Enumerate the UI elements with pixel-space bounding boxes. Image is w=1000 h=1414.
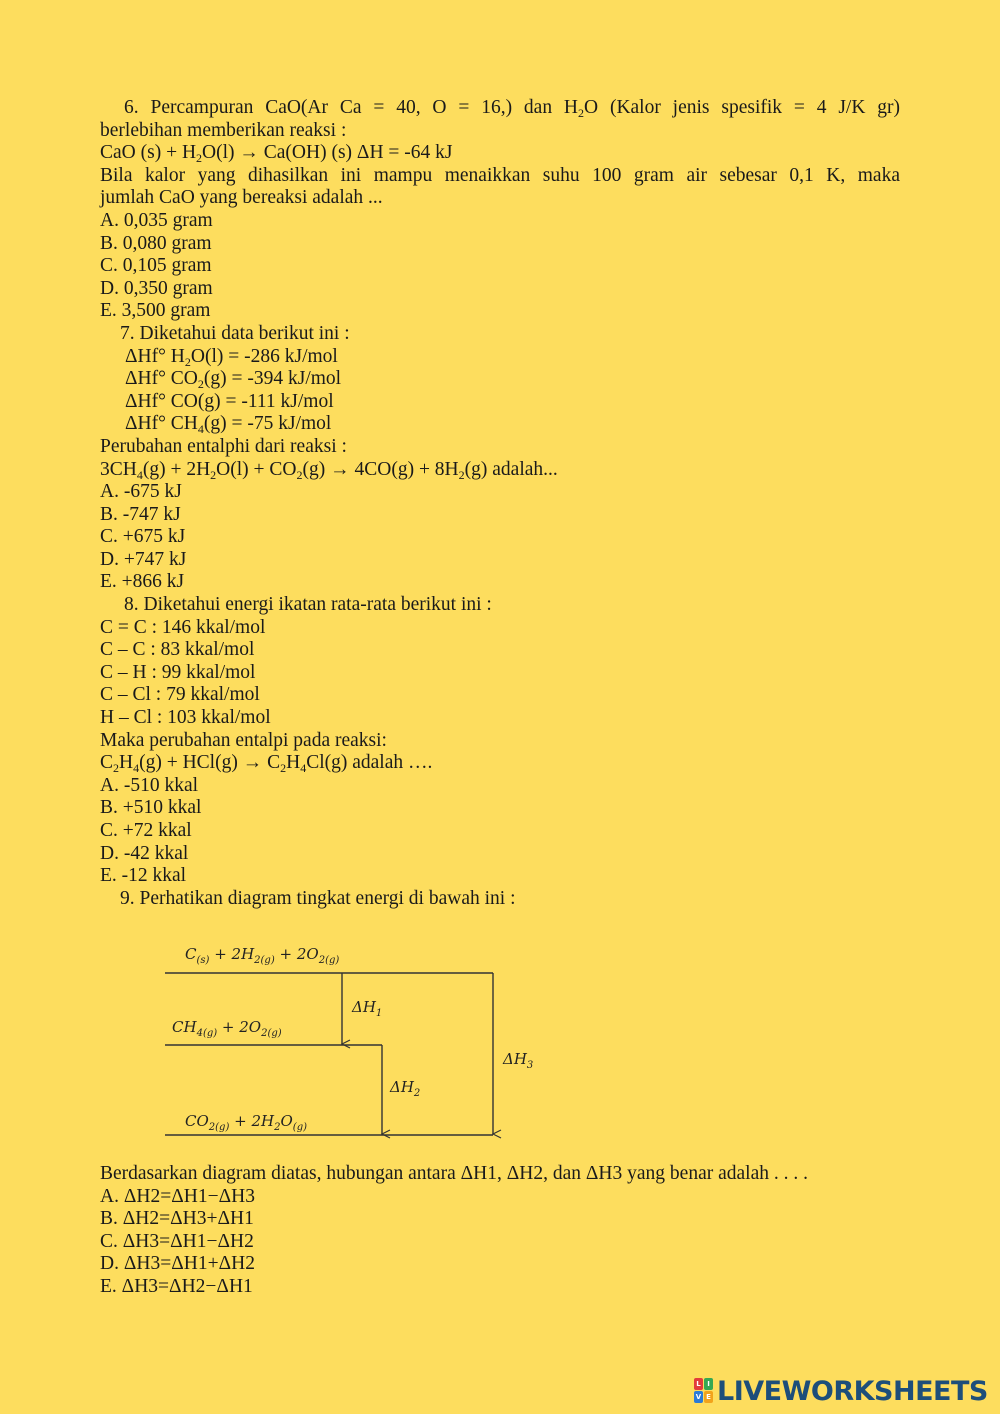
dh3-label: $\Delta H_3$ [503, 1050, 534, 1071]
q7-data-ch4: ΔHf° $CH_4(g) = -75$ kJ/mol [125, 413, 332, 437]
q9-option-b[interactable]: B. ΔH2=ΔH3+ΔH1 [100, 1208, 254, 1230]
q8-option-a[interactable]: A. -510 kkal [100, 774, 199, 796]
q6-line1: 6. Percampuran CaO(Ar Ca = 40, O = 16,) dan $H_2O$ (Kalor jenis spesifik = 4 J/K gr) [124, 97, 900, 120]
q6-option-e[interactable]: E. 3,500 gram [100, 300, 211, 322]
q8-bond-c-double-c: C = C : 146 kkal/mol [100, 616, 266, 638]
energy-level-diagram [160, 935, 550, 1150]
q9-option-c[interactable]: C. ΔH3=ΔH1−ΔH2 [100, 1230, 254, 1252]
dh2-label: $\Delta H_2$ [390, 1078, 421, 1099]
logo-blocks-icon: L I V E [694, 1378, 714, 1404]
q7-equation: $3CH_4(g) + 2H_2O(l) + CO_2(g) \to 4CO(g) + 8H_2(g)$ adalah... [100, 458, 558, 482]
q8-bond-h-cl: H – Cl : 103 kkal/mol [100, 707, 271, 729]
q8-option-e[interactable]: E. -12 kkal [100, 865, 187, 887]
q8-option-d[interactable]: D. -42 kkal [100, 842, 189, 864]
mid-level-label: $CH_{4(g)} + 2O_{2(g)}$ [172, 1018, 282, 1039]
q8-intro: 8. Diketahui energi ikatan rata-rata berikut ini : [124, 594, 492, 616]
q6-option-d[interactable]: D. 0,350 gram [100, 277, 213, 299]
q7-data-co2: ΔHf° $CO_2(g) = -394$ kJ/mol [125, 368, 342, 392]
q6-option-a[interactable]: A. 0,035 gram [100, 209, 213, 231]
q8-bond-c-c: C – C : 83 kkal/mol [100, 639, 255, 661]
q9-option-a[interactable]: A. ΔH2=ΔH1−ΔH3 [100, 1185, 255, 1207]
q7-data-co: ΔHf° CO(g) = -111 kJ/mol [125, 390, 334, 412]
q7-option-c[interactable]: C. +675 kJ [100, 526, 186, 548]
dh1-label: $\Delta H_1$ [352, 998, 383, 1019]
q7-intro: 7. Diketahui data berikut ini : [120, 322, 350, 344]
q7-data-h2o: ΔHf° $H_2O(l) = -286$ kJ/mol [125, 345, 338, 369]
q6-line4: Bila kalor yang dihasilkan ini mampu menaikkan suhu 100 gram air sebesar 0,1 K, maka [100, 164, 900, 186]
q7-option-a[interactable]: A. -675 kJ [100, 481, 182, 503]
q6-option-c[interactable]: C. 0,105 gram [100, 255, 212, 277]
q9-intro: 9. Perhatikan diagram tingkat energi di bawah ini : [120, 887, 516, 909]
q8-option-c[interactable]: C. +72 kkal [100, 820, 192, 841]
q8-question: Maka perubahan entalpi pada reaksi: [100, 729, 387, 751]
q7-option-b[interactable]: B. -747 kJ [100, 503, 181, 525]
q6-option-b[interactable]: B. 0,080 gram [100, 232, 212, 254]
q8-equation: $C_2H_4(g) + HCl(g) \to C_2H_4Cl(g)$ adalah …. [100, 752, 433, 776]
q7-option-d[interactable]: D. +747 kJ [100, 548, 187, 570]
q8-option-b[interactable]: B. +510 kkal [100, 797, 202, 819]
q8-bond-c-cl: C – Cl : 79 kkal/mol [100, 684, 260, 706]
q7-question: Perubahan entalphi dari reaksi : [100, 435, 347, 457]
q7-option-e[interactable]: E. +866 kJ [100, 571, 185, 593]
q6-line2: berlebihan memberikan reaksi : [100, 119, 347, 141]
q8-bond-c-h: C – H : 99 kkal/mol [100, 661, 256, 683]
liveworksheets-logo [694, 1374, 988, 1408]
q9-option-d[interactable]: D. ΔH3=ΔH1+ΔH2 [100, 1253, 255, 1275]
worksheet-body [100, 97, 900, 910]
bottom-level-label: $CO_{2(g)} + 2H_2O_{(g)}$ [185, 1112, 308, 1133]
q9-question: Berdasarkan diagram diatas, hubungan antara ΔH1, ΔH2, dan ΔH3 yang benar adalah . . . . [100, 1163, 808, 1184]
q9-option-e[interactable]: E. ΔH3=ΔH2−ΔH1 [100, 1275, 253, 1297]
q6-line5: jumlah CaO yang bereaksi adalah ... [100, 187, 383, 209]
q6-equation: CaO $(s) + H_2O(l) \to Ca(OH)$ (s) ΔH = -64 kJ [100, 142, 453, 166]
brand-name: LIVEWORKSHEETS [717, 1375, 988, 1407]
q9-section [100, 1163, 900, 1299]
top-level-label: $C_{(s)} + 2H_{2(g)} + 2O_{2(g)}$ [185, 945, 340, 966]
